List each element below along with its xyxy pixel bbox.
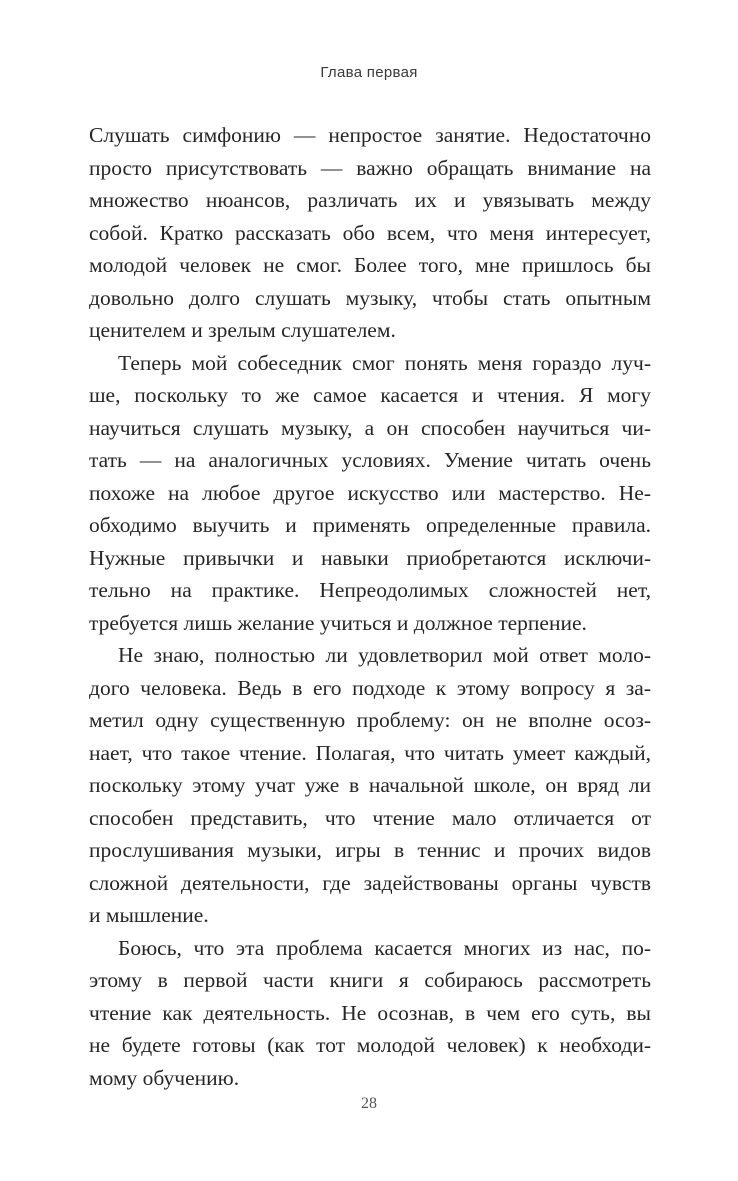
- text-line: Боюсь, что эта проблема касается многих из нас, по-: [118, 935, 651, 960]
- running-head: Глава первая: [320, 64, 418, 81]
- text-line: дого человека. Ведь в его подходе к этому вопросу я за-: [89, 675, 651, 700]
- text-line: чтение как деятельность. Не осознав, в чем его суть, вы: [89, 1000, 651, 1025]
- text-line: научиться слушать музыку, а он способен научиться чи-: [89, 415, 651, 440]
- text-line: молодой человек не смог. Более того, мне пришлось бы: [89, 253, 651, 277]
- paragraph-1: [89, 119, 651, 347]
- text-line: собой. Кратко рассказать обо всем, что меня интересует,: [89, 220, 651, 245]
- text-line: прослушивания музыки, игры в теннис и прочих видов: [89, 838, 651, 862]
- text-line: тать — на аналогичных условиях. Умение читать очень: [89, 448, 651, 472]
- text-line: тельно на практике. Непреодолимых сложностей нет,: [89, 578, 651, 602]
- text-line: довольно долго слушать музыку, чтобы стать опытным: [89, 285, 651, 310]
- text-line: этому в первой части книги я собираюсь рассмотреть: [89, 968, 651, 992]
- text-line: требуется лишь желание учиться и должное терпение.: [89, 610, 587, 635]
- page-number: 28: [361, 1095, 377, 1112]
- text-line: нает, что такое чтение. Полагая, что читать умеет каждый,: [89, 740, 651, 765]
- text-line: и мышление.: [89, 903, 209, 927]
- text-line: обходимо выучить и применять определенные правила.: [89, 513, 651, 537]
- body-text: [89, 119, 651, 1094]
- text-line: похоже на любое другое искусство или мастерство. Не-: [89, 480, 651, 505]
- text-line: множество нюансов, различать их и увязывать между: [89, 188, 651, 212]
- text-line: ценителем и зрелым слушателем.: [89, 318, 396, 342]
- text-line: ше, поскольку то же самое касается и чтения. Я могу: [89, 383, 651, 407]
- text-line: Теперь мой собеседник смог понять меня гораздо луч-: [118, 350, 651, 375]
- text-line: способен представить, что чтение мало отличается от: [89, 805, 651, 830]
- text-line: Слушать симфонию — непростое занятие. Недостаточно: [89, 123, 651, 147]
- paragraph-4: [89, 932, 651, 1095]
- text-line: метил одну существенную проблему: он не вполне осоз-: [89, 708, 651, 732]
- text-line: просто присутствовать — важно обращать внимание на: [89, 155, 651, 180]
- text-line: поскольку этому учат уже в начальной школе, он вряд ли: [89, 773, 651, 797]
- paragraph-2: [89, 347, 651, 640]
- text-line: Нужные привычки и навыки приобретаются исключи-: [89, 545, 651, 570]
- text-line: Не знаю, полностью ли удовлетворил мой ответ моло-: [118, 643, 651, 667]
- paragraph-3: [89, 639, 651, 932]
- text-line: мому обучению.: [89, 1065, 240, 1090]
- text-line: сложной деятельности, где задействованы органы чувств: [89, 870, 651, 895]
- text-line: не будете готовы (как тот молодой человек) к необходи-: [89, 1033, 651, 1057]
